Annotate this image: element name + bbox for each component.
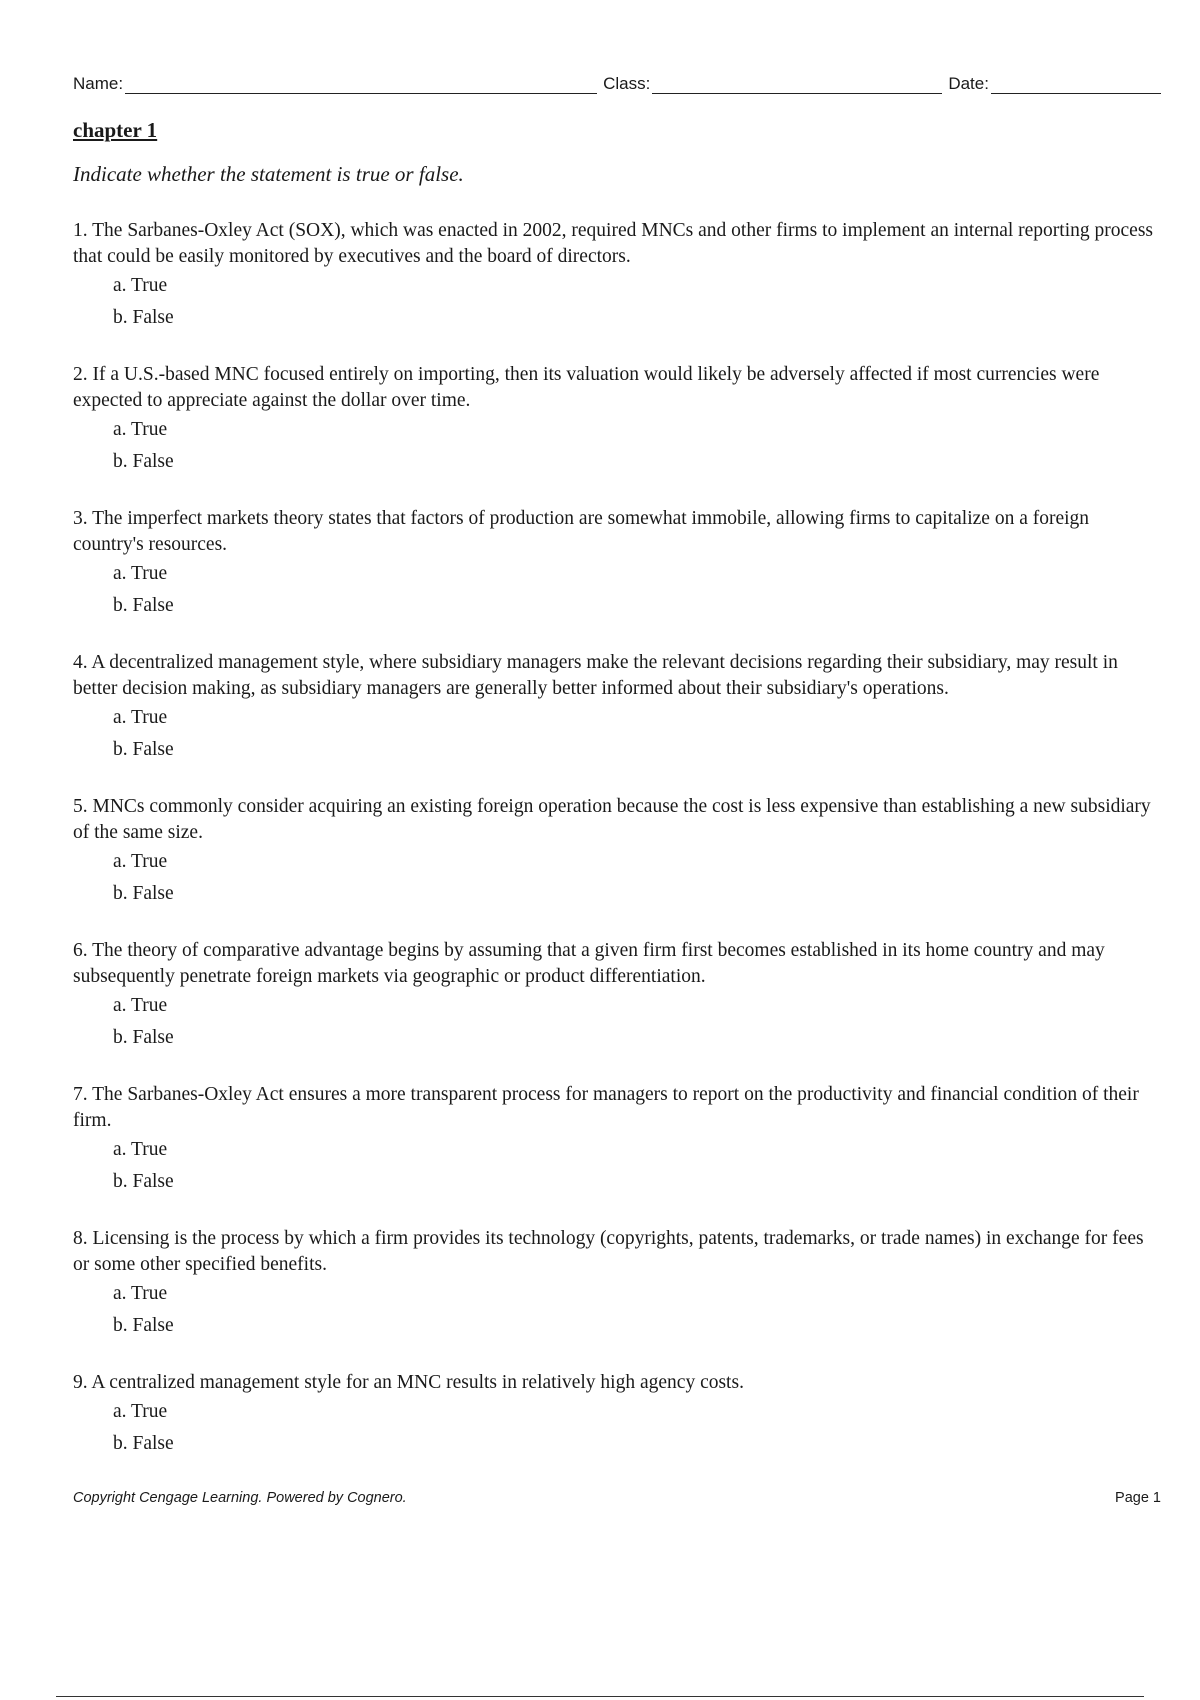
option-true[interactable]: a. True [113, 1283, 168, 1304]
option-true[interactable]: a. True [113, 1401, 168, 1422]
question-list [73, 218, 1163, 1488]
option-true[interactable]: a. True [113, 563, 168, 584]
option-true[interactable]: a. True [113, 275, 168, 296]
class-label: Class: [603, 74, 651, 93]
page-footer [73, 1490, 1161, 1506]
option-false[interactable]: b. False [113, 451, 174, 472]
option-false[interactable]: b. False [113, 1027, 174, 1048]
question-text: 8. Licensing is the process by which a firm provides its technology (copyrights, patents, trademarks, or trade names) in exchange for fees or some other specified benefits. [73, 1228, 1144, 1275]
question-item [73, 1370, 1163, 1460]
option-true[interactable]: a. True [113, 707, 168, 728]
class-field[interactable] [652, 75, 942, 94]
question-item [73, 794, 1163, 910]
option-true[interactable]: a. True [113, 851, 168, 872]
date-label: Date: [948, 74, 989, 93]
question-text: 5. MNCs commonly consider acquiring an existing foreign operation because the cost is less expensive than establishing a new subsidiary of the same size. [73, 796, 1151, 843]
name-field[interactable] [125, 75, 597, 94]
question-item [73, 1082, 1163, 1198]
question-text: 2. If a U.S.-based MNC focused entirely on importing, then its valuation would likely be adversely affected if most currencies were expected to appreciate against the dollar over time. [73, 364, 1100, 411]
student-info-header [73, 74, 1161, 94]
question-item [73, 938, 1163, 1054]
date-field[interactable] [991, 75, 1161, 94]
question-text: 9. A centralized management style for an MNC results in relatively high agency costs. [73, 1372, 744, 1393]
option-false[interactable]: b. False [113, 1315, 174, 1336]
option-false[interactable]: b. False [113, 1171, 174, 1192]
option-false[interactable]: b. False [113, 307, 174, 328]
name-label: Name: [73, 74, 124, 93]
option-false[interactable]: b. False [113, 739, 174, 760]
option-false[interactable]: b. False [113, 883, 174, 904]
option-true[interactable]: a. True [113, 419, 168, 440]
question-item [73, 1226, 1163, 1342]
option-true[interactable]: a. True [113, 1139, 168, 1160]
question-item [73, 650, 1163, 766]
question-item [73, 362, 1163, 478]
question-text: 3. The imperfect markets theory states that factors of production are somewhat immobile, allowing firms to capitalize on a foreign country's resources. [73, 508, 1090, 555]
question-text: 7. The Sarbanes-Oxley Act ensures a more transparent process for managers to report on the productivity and financial condition of their firm. [73, 1084, 1139, 1131]
option-false[interactable]: b. False [113, 1433, 174, 1454]
question-text: 6. The theory of comparative advantage begins by assuming that a given firm first becomes established in its home country and may subsequently penetrate foreign markets via geographic or product differentiation. [73, 940, 1105, 987]
page-divider [56, 1696, 1144, 1697]
question-item [73, 218, 1163, 334]
chapter-title: chapter 1 [73, 118, 158, 142]
page-number: Page 1 [1115, 1490, 1161, 1506]
question-text: 1. The Sarbanes-Oxley Act (SOX), which was enacted in 2002, required MNCs and other firms to implement an internal reporting process that could be easily monitored by executives and the board of directors. [73, 220, 1153, 267]
question-item [73, 506, 1163, 622]
instructions: Indicate whether the statement is true or false. [73, 162, 464, 186]
copyright-text: Copyright Cengage Learning. Powered by Cognero. [73, 1490, 407, 1506]
option-true[interactable]: a. True [113, 995, 168, 1016]
option-false[interactable]: b. False [113, 595, 174, 616]
question-text: 4. A decentralized management style, where subsidiary managers make the relevant decisions regarding their subsidiary, may result in better decision making, as subsidiary managers are generally better informed about their subsidiary's operations. [73, 652, 1118, 699]
